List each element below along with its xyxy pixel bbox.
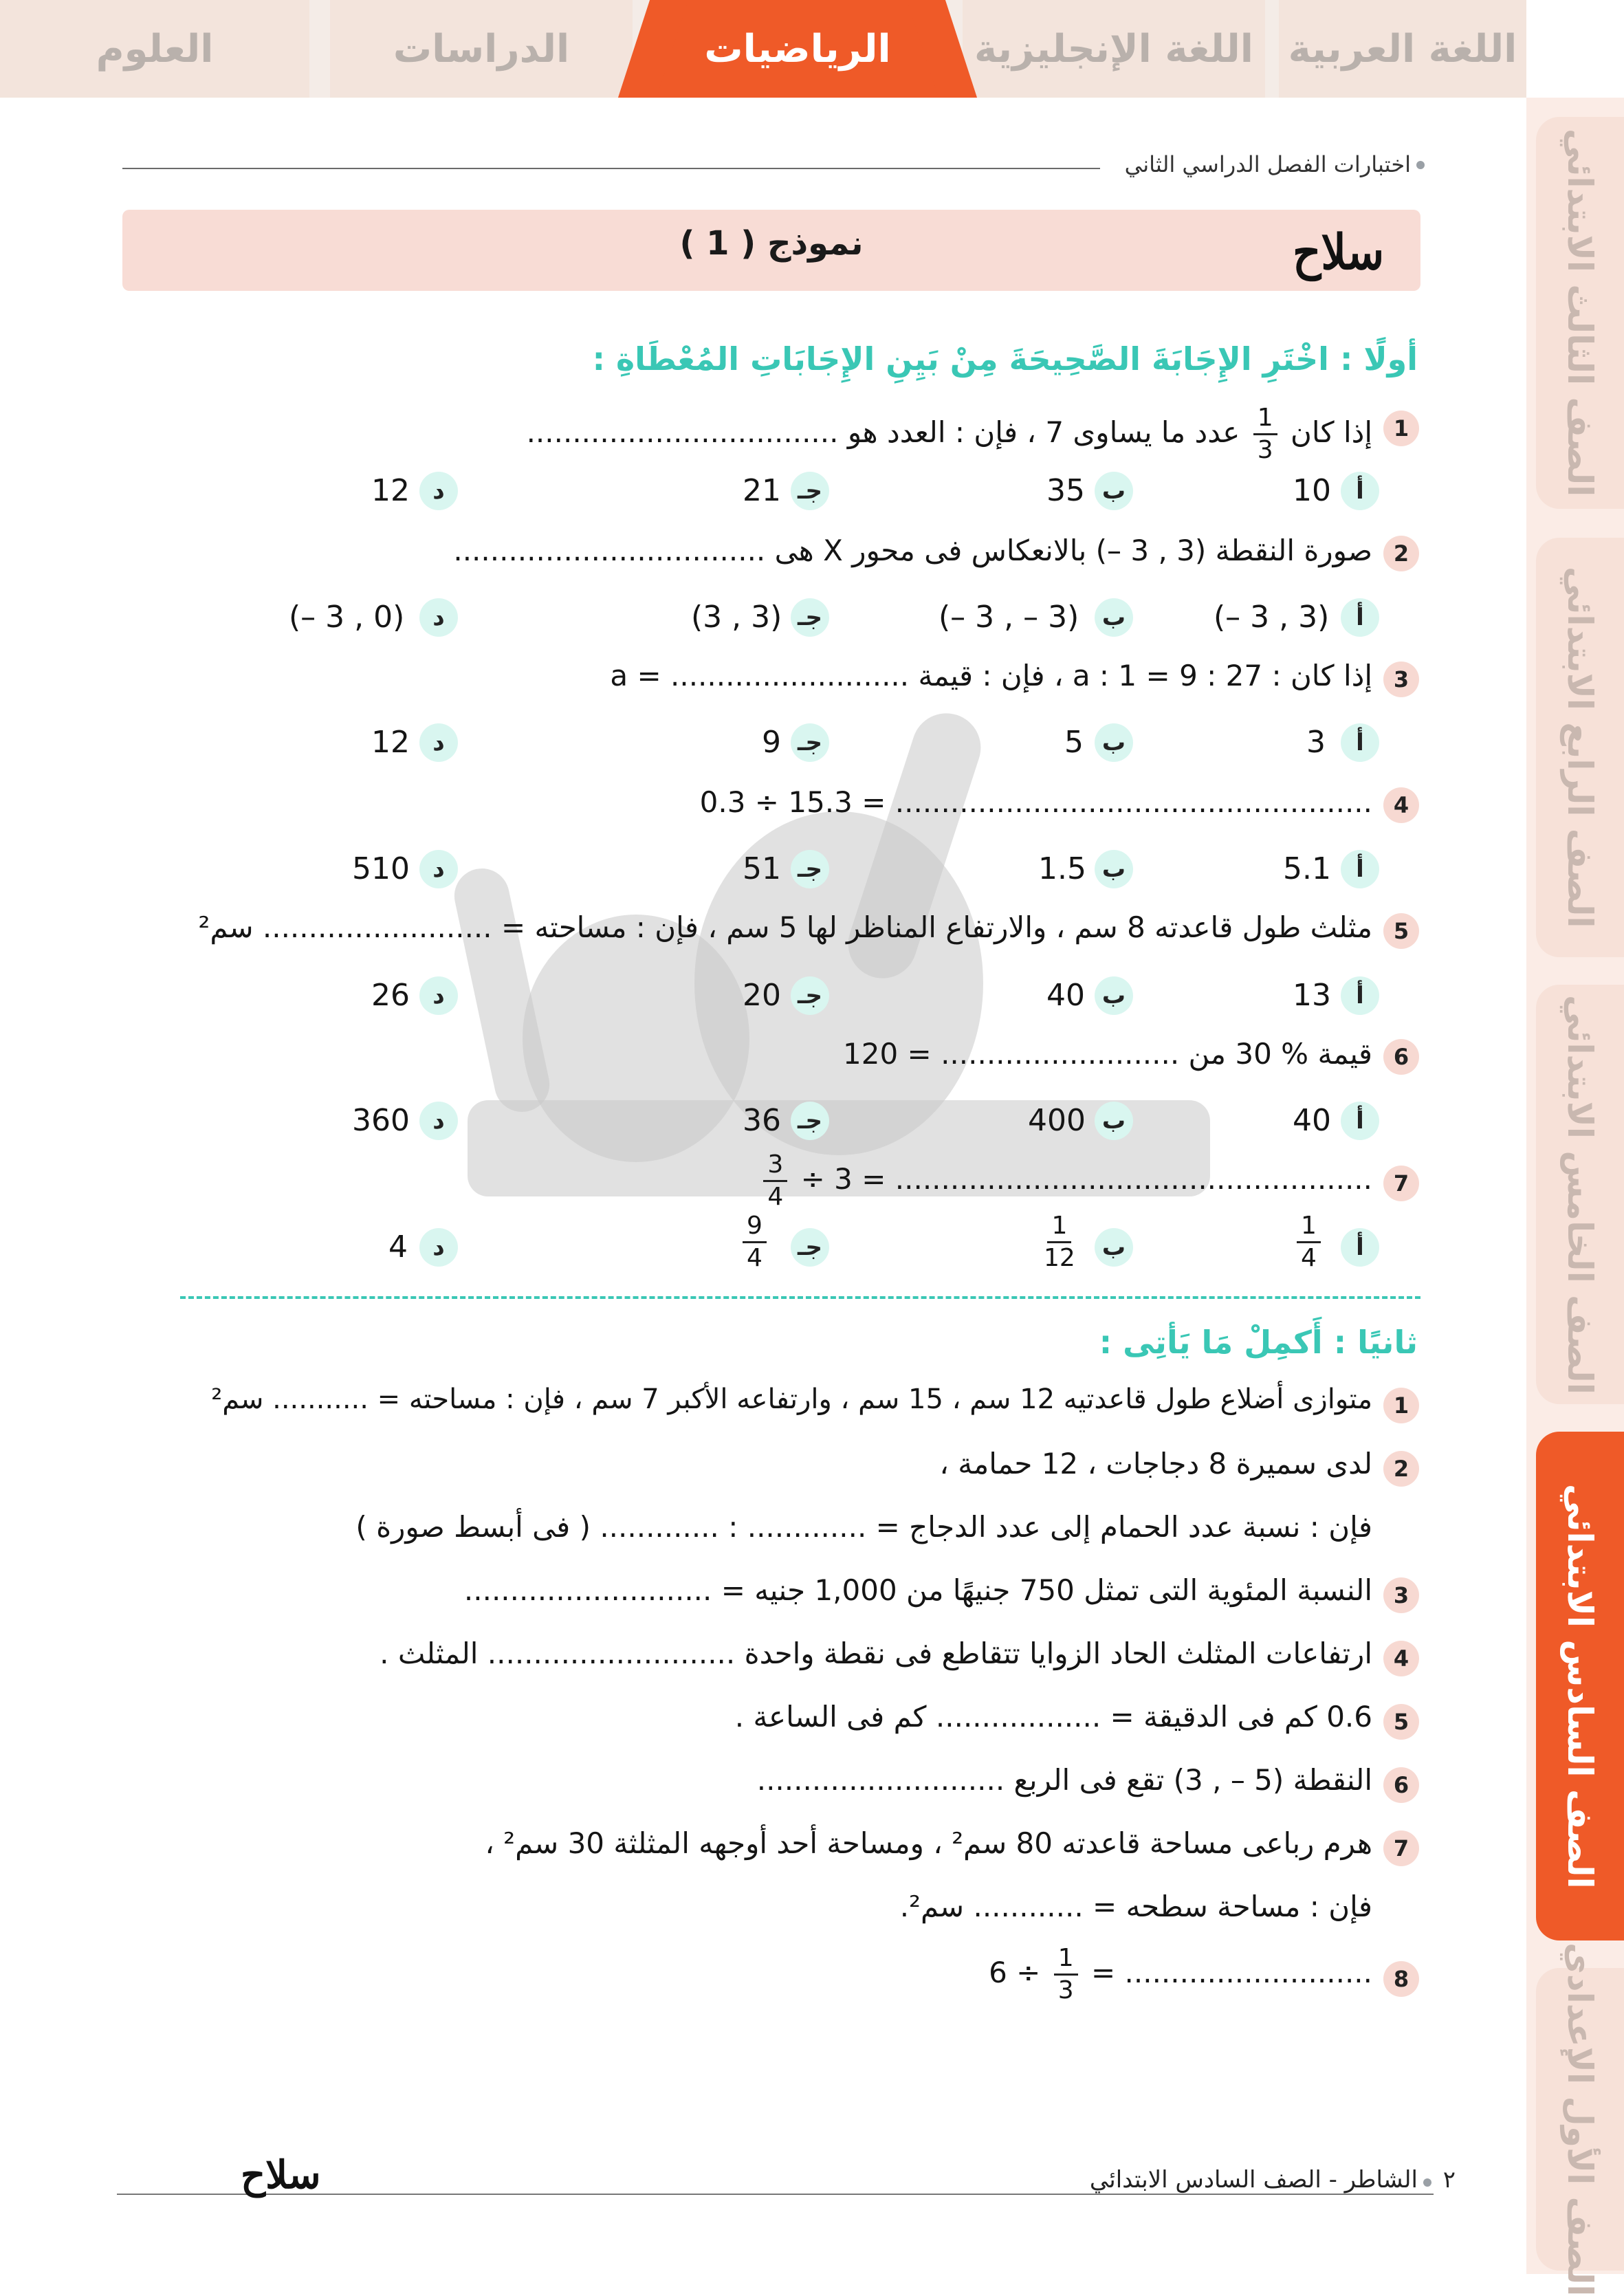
question-text: [759, 1152, 1372, 1210]
question-number: 7: [1383, 1830, 1419, 1866]
part2-heading: ثانيًا : أَكمِلْ مَا يَأتِى :: [1099, 1324, 1418, 1361]
bullet-dot: [1416, 161, 1425, 169]
option-letter: أ: [1341, 850, 1379, 888]
question-text: ارتفاعات المثلث الحاد الزوايا تتقاطع فى نقطة واحدة ........................... المثلث .: [380, 1637, 1372, 1670]
option-value[interactable]: (– 3 , 3): [1214, 600, 1330, 635]
question-number: 6: [1383, 1039, 1419, 1075]
section-divider: [122, 168, 1100, 169]
option-value[interactable]: 20: [743, 978, 781, 1013]
question-number: 1: [1383, 411, 1419, 446]
question-text: قيمة % 30 من .......................... = 120: [843, 1037, 1372, 1071]
tab-math[interactable]: الرياضيات: [653, 0, 942, 98]
option-value[interactable]: $\frac{1}{4}$: [1293, 1214, 1325, 1271]
question-text: صورة النقطة (3 , 3 –) بالانعكاس فى محور X هى ..................................: [453, 534, 1372, 567]
option-value[interactable]: 35: [1046, 473, 1085, 508]
option-letter: جـ: [791, 850, 829, 888]
question-text: فإن : نسبة عدد الحمام إلى عدد الدجاج = ............. : ............. ( فى أبسط صورة ): [355, 1510, 1372, 1544]
option-value[interactable]: (3 , 3): [691, 600, 782, 635]
option-letter: ب: [1095, 472, 1133, 510]
page-number: ٢: [1442, 2166, 1456, 2194]
question-number: 5: [1383, 913, 1419, 949]
option-letter: أ: [1341, 598, 1379, 637]
option-letter: ب: [1095, 598, 1133, 637]
question-number: 1: [1383, 1388, 1419, 1423]
option-letter: جـ: [791, 598, 829, 637]
option-value[interactable]: 21: [743, 473, 781, 508]
option-letter: د: [419, 723, 458, 762]
shater-logo: سلاح: [241, 2152, 321, 2198]
option-value[interactable]: 510: [352, 851, 410, 886]
option-value[interactable]: 5: [1064, 725, 1084, 760]
section-separator: [180, 1296, 1420, 1299]
option-letter: ب: [1095, 976, 1133, 1015]
option-letter: د: [419, 976, 458, 1015]
section-label: اختبارات الفصل الدراسي الثاني: [1124, 151, 1411, 177]
part1-heading: أولًا : اخْتَرِ الإِجَابَةَ الصَّحِيحَةَ مِنْ بَيِنِ الإِجَابَاتِ المُعْطَاةِ :: [592, 340, 1418, 378]
option-letter: د: [419, 472, 458, 510]
question-text-pre: 6 ÷: [989, 1956, 1041, 1989]
question-text-post: ÷ 3 = ....................................................: [800, 1162, 1372, 1196]
option-value[interactable]: 5.1: [1283, 851, 1331, 886]
tab-arabic[interactable]: اللغة العربية: [1279, 0, 1526, 98]
option-letter: جـ: [791, 1102, 829, 1140]
fraction: $\frac{1}{3}$: [1054, 1946, 1078, 2003]
question-text: إذا كان : 27 : 9 = a : 1 ، فإن : قيمة .......................... = a: [610, 659, 1372, 692]
grade-tab-fourth[interactable]: الصف الرابع الابتدائي: [1536, 538, 1624, 957]
option-value[interactable]: 10: [1293, 473, 1331, 508]
question-text-pre: إذا كان: [1290, 415, 1372, 449]
option-letter: د: [419, 598, 458, 637]
fraction: $\frac{3}{4}$: [763, 1152, 787, 1210]
option-letter: د: [419, 1102, 458, 1140]
question-text: النسبة المئوية التى تمثل 750 جنيهًا من 1,000 جنيه = ...........................: [463, 1573, 1372, 1607]
grade-tab-prep-first[interactable]: الصف الأول الإعدادي: [1536, 1968, 1624, 2271]
question-number: 3: [1383, 1577, 1419, 1613]
option-value[interactable]: (– 3 , – 3): [939, 600, 1079, 635]
option-value[interactable]: 40: [1293, 1103, 1331, 1138]
option-letter: جـ: [791, 976, 829, 1015]
option-letter: أ: [1341, 976, 1379, 1015]
option-value[interactable]: $\frac{1}{12}$: [1044, 1212, 1075, 1272]
option-value[interactable]: 12: [371, 725, 410, 760]
option-letter: ب: [1095, 850, 1133, 888]
option-value[interactable]: 400: [1028, 1103, 1086, 1138]
question-number: 8: [1383, 1961, 1419, 1997]
option-letter: ب: [1095, 723, 1133, 762]
option-value[interactable]: (– 3 , 0): [289, 600, 405, 635]
option-value[interactable]: 40: [1046, 978, 1085, 1013]
question-number: 3: [1383, 662, 1419, 697]
option-letter: ب: [1095, 1102, 1133, 1140]
option-letter: جـ: [791, 723, 829, 762]
option-letter: ب: [1095, 1228, 1133, 1267]
question-text: النقطة (5 – , 3) تقع فى الربع ...........................: [756, 1763, 1372, 1797]
option-letter: أ: [1341, 1102, 1379, 1140]
question-text: لدى سميرة 8 دجاجات ، 12 حمامة ،: [939, 1447, 1372, 1480]
shater-logo: سلاح: [1293, 224, 1385, 281]
option-value[interactable]: 36: [743, 1103, 781, 1138]
question-number: 5: [1383, 1704, 1419, 1740]
question-text: [527, 406, 1372, 463]
question-number: 6: [1383, 1767, 1419, 1803]
option-value[interactable]: 9: [762, 725, 781, 760]
question-number: 4: [1383, 1641, 1419, 1676]
tab-social-studies[interactable]: الدراسات: [330, 0, 633, 98]
option-value[interactable]: 13: [1293, 978, 1331, 1013]
grade-tab-sixth[interactable]: الصف السادس الابتدائي: [1536, 1432, 1624, 1940]
tab-english[interactable]: اللغة الإنجليزية: [963, 0, 1265, 98]
bullet-dot: [1423, 2178, 1431, 2187]
option-letter: جـ: [791, 1228, 829, 1267]
question-text: مثلث طول قاعدته 8 سم ، والارتفاع المناظر لها 5 سم ، فإن : مساحته = ......................... سم²: [198, 910, 1372, 944]
question-number: 4: [1383, 787, 1419, 823]
option-letter: أ: [1341, 472, 1379, 510]
grade-sidebar: [1526, 98, 1624, 2296]
question-text-post: عدد ما يساوى 7 ، فإن : العدد هو ..................................: [526, 415, 1240, 449]
option-letter: أ: [1341, 1228, 1379, 1267]
option-letter: أ: [1341, 723, 1379, 762]
grade-tab-third[interactable]: الصف الثالث الابتدائي: [1536, 117, 1624, 509]
question-text-post: = ...........................: [1090, 1956, 1372, 1989]
tab-science[interactable]: العلوم: [0, 0, 309, 98]
question-text: متوازى أضلاع طول قاعدتيه 12 سم ، 15 سم ، وارتفاعه الأكبر 7 سم ، فإن : مساحته = ........... سم²: [211, 1384, 1372, 1415]
question-text: فإن : مساحة سطحه = ............ سم².: [899, 1890, 1372, 1923]
option-value[interactable]: 1.5: [1038, 851, 1086, 886]
option-letter: جـ: [791, 472, 829, 510]
option-letter: د: [419, 1228, 458, 1267]
question-text: 0.6 كم فى الدقيقة = .................. كم فى الساعة .: [734, 1700, 1372, 1734]
question-text: [989, 1946, 1372, 2003]
fraction: $\frac{1}{3}$: [1253, 406, 1277, 463]
question-number: 2: [1383, 536, 1419, 571]
option-value[interactable]: 360: [352, 1103, 410, 1138]
footer-text: الشاطر - الصف السادس الابتدائي: [1089, 2166, 1418, 2194]
question-text: هرم رباعى مساحة قاعدته 80 سم² ، ومساحة أحد أوجهه المثلثة 30 سم² ،: [485, 1826, 1372, 1860]
option-value[interactable]: 51: [743, 851, 781, 886]
subject-tabs: [0, 0, 1526, 98]
question-number: 2: [1383, 1451, 1419, 1487]
option-letter: د: [419, 850, 458, 888]
grade-tab-fifth[interactable]: الصف الخامس الابتدائي: [1536, 985, 1624, 1404]
option-value[interactable]: 26: [371, 978, 410, 1013]
option-value[interactable]: $\frac{9}{4}$: [738, 1214, 771, 1271]
question-text: .................................................... = 15.3 ÷ 0.3: [699, 785, 1372, 819]
option-value[interactable]: 12: [371, 473, 410, 508]
question-number: 7: [1383, 1166, 1419, 1201]
option-value[interactable]: 3: [1306, 725, 1326, 760]
model-title: نموذج ( 1 ): [679, 224, 864, 263]
option-value[interactable]: 4: [388, 1229, 408, 1265]
